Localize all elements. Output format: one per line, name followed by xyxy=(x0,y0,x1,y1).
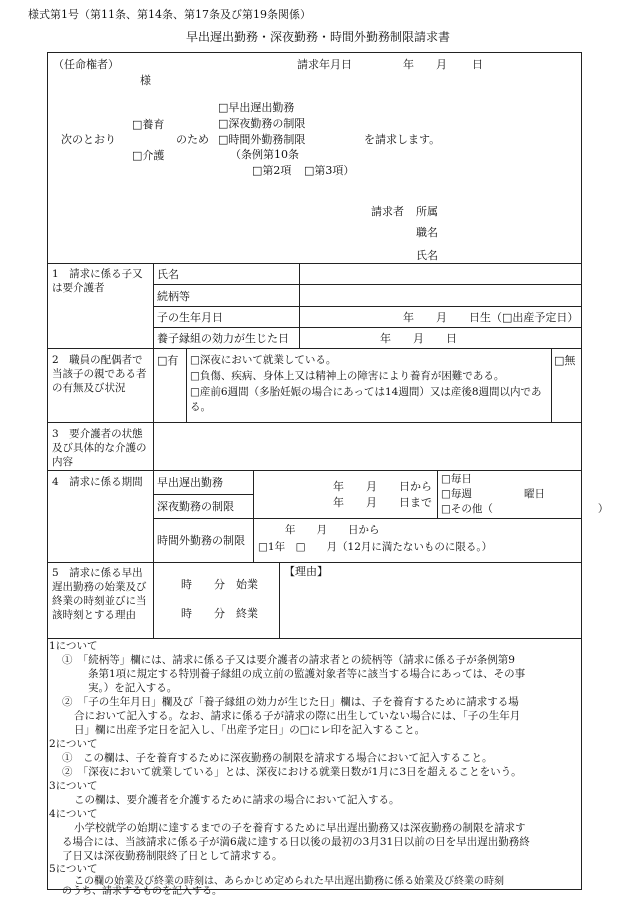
divider xyxy=(47,562,582,563)
adoption-value: 年 月 日 xyxy=(380,332,457,345)
early-late-label: 早出遅出勤務 xyxy=(157,476,223,489)
divider xyxy=(186,348,187,422)
divider xyxy=(153,284,582,285)
night-limit-label: 深夜勤務の制限 xyxy=(157,500,234,513)
divider xyxy=(253,470,254,562)
divider xyxy=(153,470,154,562)
overtime-label: 時間外勤務の制限 xyxy=(157,534,245,547)
divider xyxy=(551,348,552,422)
period-to: 年 月 日まで xyxy=(333,496,432,509)
divider xyxy=(153,518,582,519)
sama-label: 様 xyxy=(140,74,151,87)
period-from: 年 月 日から xyxy=(333,480,432,493)
start-time: 時 分 始業 xyxy=(181,578,258,591)
option-early-late[interactable]: □早出遅出勤務 xyxy=(218,101,295,114)
weekday-label: 曜日 xyxy=(524,488,545,500)
divider xyxy=(47,348,582,349)
section5-label: 5 請求に係る早出遅出勤務の始業及び終業の時刻並びに当該時刻とする理由 xyxy=(52,567,147,621)
divider xyxy=(279,562,280,638)
divider xyxy=(47,470,582,471)
section3-label: 3 要介護者の状態及び具体的な介護の内容 xyxy=(52,428,147,468)
divider xyxy=(153,327,582,328)
option-raising[interactable]: □養育 xyxy=(132,118,165,131)
divider xyxy=(47,422,582,423)
note1-1c: 実。）を記入する。 xyxy=(88,682,178,694)
name-label: 氏名 xyxy=(416,249,438,262)
spouse-yes-checkbox[interactable]: □有 xyxy=(157,354,179,367)
end-time: 時 分 終業 xyxy=(181,607,258,620)
note1-1a: ① 「続柄等」欄には、請求に係る子又は要介護者の請求者との続柄等（請求に係る子が条例第9 xyxy=(62,654,515,666)
note1-2c: 日」欄に出産予定日を記入し、「出産予定日」の□にレ印を記入すること。 xyxy=(74,724,426,736)
for-the-text: のため xyxy=(176,133,209,146)
note3-1: この欄は、要介護者を介護するために請求の場合において記入する。 xyxy=(74,794,400,806)
divider xyxy=(153,348,154,422)
birth-value: 年 月 日生（□出産予定日） xyxy=(403,311,579,324)
adoption-label: 養子縁組の効力が生じた日 xyxy=(157,332,289,345)
option-care[interactable]: □介護 xyxy=(132,149,165,162)
divider xyxy=(437,470,438,518)
note2-2: ② 「深夜において就業している」とは、深夜における就業日数が1月に3日を超えることをいう。 xyxy=(62,766,522,778)
note4-a: 小学校就学の始期に達するまでの子を養育するために早出遅出勤務又は深夜勤務の制限を請求す xyxy=(74,822,526,834)
divider xyxy=(153,562,154,638)
note1-2b: 合において記入する。なお、請求に係る子が請求の際に出生していない場合には、「子の生年月 xyxy=(74,710,521,722)
note4-heading: 4について xyxy=(49,808,98,820)
note4-c: 了日又は深夜勤務制限終了日として請求する。 xyxy=(62,850,283,862)
note1-1b: 条第1項に規定する特別養子縁組の成立前の監護対象者等に該当する場合にあっては、その事 xyxy=(88,668,526,680)
reason-label: 【理由】 xyxy=(284,565,328,578)
condition-pregnancy[interactable]: □産前6週間（多胎妊娠の場合にあっては14週間）又は産後8週間以内であ xyxy=(190,386,542,398)
option-item2[interactable]: □第2項 xyxy=(252,164,292,177)
requesting-text: を請求します。 xyxy=(364,133,441,146)
note2-1: ① この欄は、子を養育するために深夜勤務の制限を請求する場合において記入すること。 xyxy=(62,752,493,764)
appointer-label: （任命権者） xyxy=(53,58,119,71)
note4-b: る場合には、当該請求に係る子が満6歳に達する日以後の最初の3月31日以前の日を早出遅出勤務終 xyxy=(62,836,530,848)
child-name-label: 氏名 xyxy=(157,268,179,281)
day-label: 日 xyxy=(472,58,483,71)
condition-night-work[interactable]: □深夜において就業している。 xyxy=(190,354,337,366)
note1-2a: ② 「子の生年月日」欄及び「養子縁組の効力が生じた日」欄は、子を養育するために請求する場 xyxy=(62,696,519,708)
article-text: （条例第10条 xyxy=(230,148,299,161)
option-overtime-limit[interactable]: □時間外勤務制限 xyxy=(218,133,306,146)
spouse-no-checkbox[interactable]: □無 xyxy=(554,354,576,367)
requester-label: 請求者 xyxy=(371,205,404,218)
relation-label: 続柄等 xyxy=(157,290,190,303)
overtime-period[interactable]: □1年 □ 月（12月に満たないものに限る。） xyxy=(258,541,493,553)
note1-heading: 1について xyxy=(49,640,98,652)
year-label: 年 xyxy=(403,58,414,71)
note5-heading: 5について xyxy=(49,863,98,875)
form-number: 様式第1号（第11条、第14条、第17条及び第19条関係） xyxy=(28,8,311,21)
page-title: 早出遅出勤務・深夜勤務・時間外勤務制限請求書 xyxy=(186,30,451,44)
condition-pregnancy-cont: る。 xyxy=(190,401,211,413)
section2-label: 2 職員の配偶者で当該子の親である者の有無及び状況 xyxy=(52,354,147,394)
request-date-label: 請求年月日 xyxy=(297,58,352,71)
note5-b: のうち、請求するものを記入する。 xyxy=(62,886,222,897)
section1-label: 1 請求に係る子又は要介護者 xyxy=(52,268,143,294)
option-item3[interactable]: □第3項） xyxy=(304,164,355,177)
note5-a: この欄の始業及び終業の時刻は、あらかじめ定められた早出遅出勤務に係る始業及び終業の時刻 xyxy=(74,876,504,887)
divider xyxy=(47,263,582,264)
note3-heading: 3について xyxy=(49,780,98,792)
condition-disability[interactable]: □負傷、疾病、身体上又は精神上の障害により養育が困難である。 xyxy=(190,370,505,382)
overtime-from: 年 月 日から xyxy=(285,524,380,536)
note2-heading: 2について xyxy=(49,738,98,750)
option-night-limit[interactable]: □深夜勤務の制限 xyxy=(218,117,306,130)
weekly-checkbox[interactable]: □毎週 xyxy=(441,488,472,500)
divider xyxy=(153,494,253,495)
birth-label: 子の生年月日 xyxy=(157,311,223,324)
daily-checkbox[interactable]: □毎日 xyxy=(441,473,472,485)
as-follows-text: 次のとおり xyxy=(61,133,116,146)
dept-label: 所属 xyxy=(416,205,438,218)
post-label: 職名 xyxy=(416,226,438,239)
divider xyxy=(153,422,154,470)
section4-label: 4 請求に係る期間 xyxy=(52,476,143,488)
month-label: 月 xyxy=(436,58,447,71)
divider xyxy=(47,638,582,639)
divider xyxy=(153,306,582,307)
other-checkbox[interactable]: □その他（ ） xyxy=(441,503,609,515)
